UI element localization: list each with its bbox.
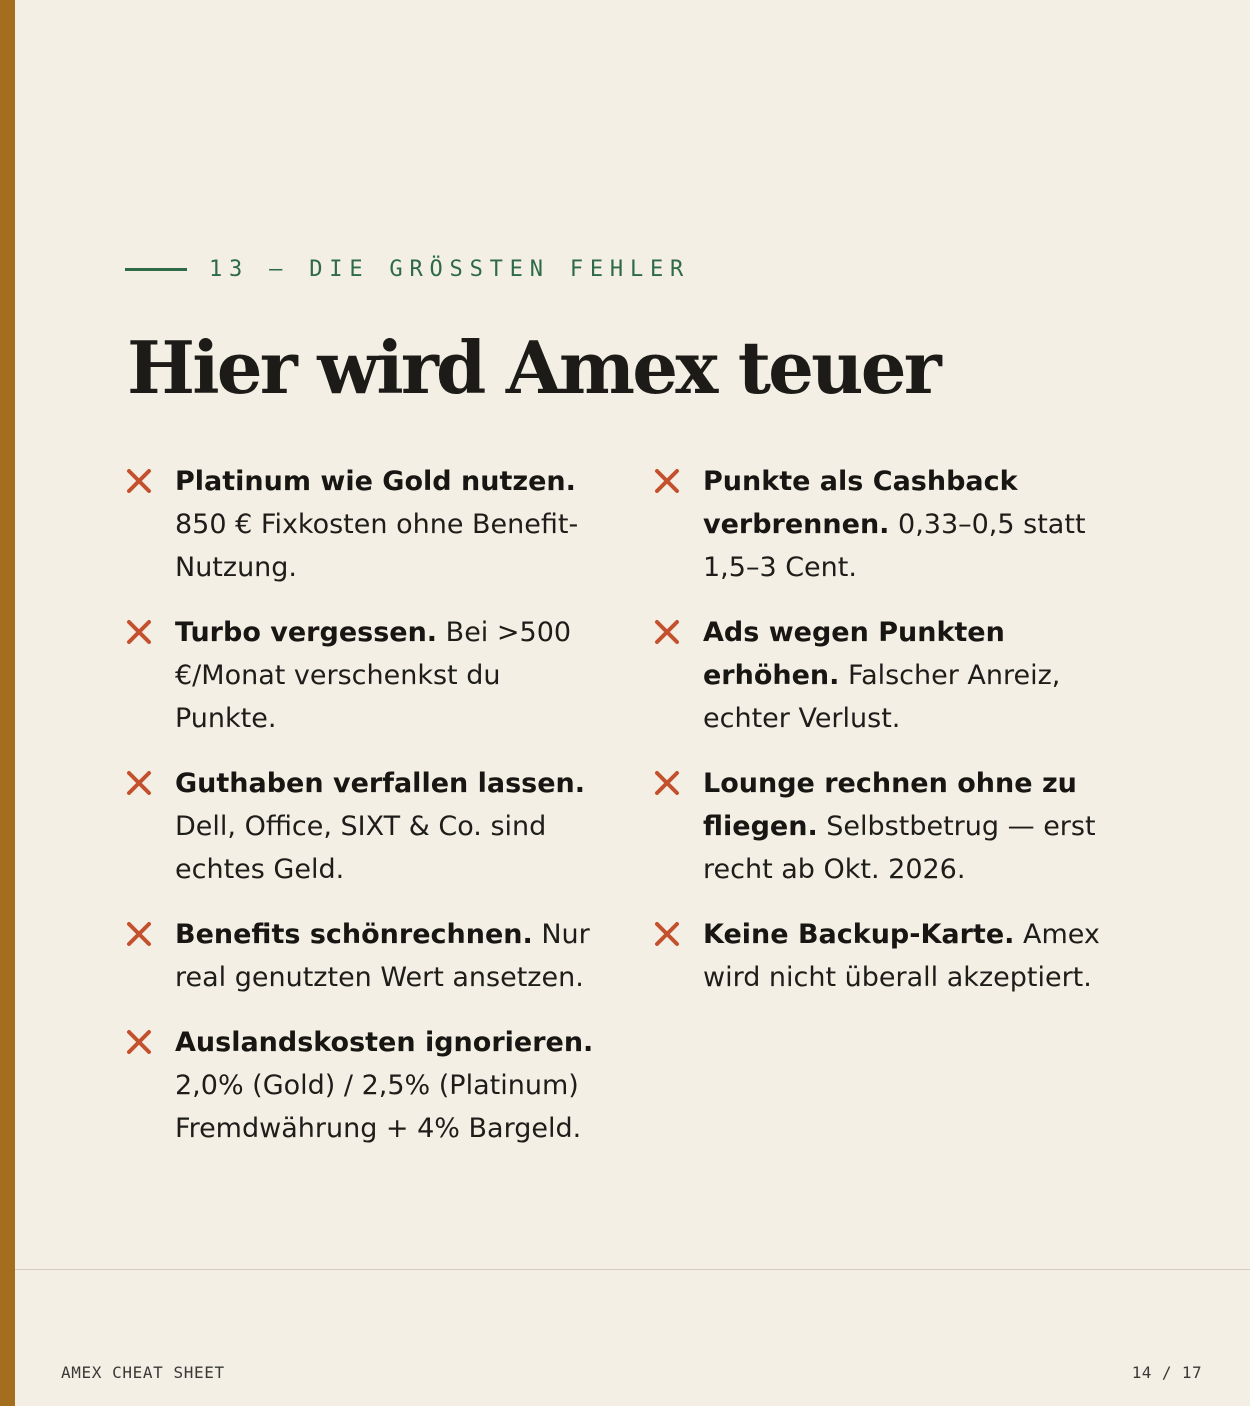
mistake-title: Keine Backup-Karte.	[703, 919, 1015, 950]
mistake-item	[653, 460, 1123, 589]
mistake-description: Selbstbetrug — erst recht ab Okt. 2026.	[703, 811, 1096, 885]
mistake-item	[653, 762, 1123, 891]
x-icon	[125, 1028, 153, 1056]
mistake-title: Turbo vergessen.	[175, 617, 438, 648]
mistake-item	[125, 460, 595, 589]
x-icon	[653, 920, 681, 948]
mistake-description: 850 € Fixkosten ohne Benefit-Nutzung.	[175, 509, 579, 583]
section-number: 13	[209, 256, 250, 282]
mistake-title: Benefits schönrechnen.	[175, 919, 533, 950]
section-title: DIE GRÖSSTEN FEHLER	[309, 256, 691, 282]
footer-divider	[15, 1269, 1250, 1270]
mistake-item	[653, 611, 1123, 740]
mistake-description: Bei >500 €/Monat verschenkst du Punkte.	[175, 617, 572, 734]
section-label	[209, 257, 690, 282]
right-mistake-column	[653, 460, 1123, 999]
section-separator: —	[269, 256, 290, 282]
mistake-description: Dell, Office, SIXT & Co. sind echtes Geld.	[175, 811, 547, 885]
eyebrow-rule	[125, 268, 187, 271]
mistake-title: Auslandskosten ignorieren.	[175, 1027, 594, 1058]
x-icon	[653, 769, 681, 797]
mistake-description: 0,33–0,5 statt 1,5–3 Cent.	[703, 509, 1086, 583]
mistake-description: Falscher Anreiz, echter Verlust.	[703, 660, 1061, 734]
mistake-title: Ads wegen Punkten erhöhen.	[703, 617, 1005, 691]
footer-brand: AMEX CHEAT SHEET	[61, 1363, 225, 1382]
mistake-item	[125, 611, 595, 740]
mistake-title: Lounge rechnen ohne zu fliegen.	[703, 768, 1077, 842]
page-number: 14 / 17	[1131, 1363, 1202, 1382]
mistake-description: Nur real genutzten Wert ansetzen.	[175, 919, 590, 993]
mistake-description: 2,0% (Gold) / 2,5% (Platinum) Fremdwährung + 4% Bargeld.	[175, 1070, 582, 1144]
section-eyebrow	[125, 254, 690, 284]
page-title: Hier wird Amex teuer	[127, 325, 939, 410]
mistake-item	[125, 762, 595, 891]
mistake-item	[653, 913, 1123, 999]
mistake-title: Guthaben verfallen lassen.	[175, 768, 586, 799]
mistake-item	[125, 913, 595, 999]
mistake-title: Punkte als Cashback verbrennen.	[703, 466, 1018, 540]
x-icon	[653, 467, 681, 495]
x-icon	[125, 618, 153, 646]
x-icon	[125, 769, 153, 797]
x-icon	[125, 467, 153, 495]
x-icon	[125, 920, 153, 948]
mistake-item	[125, 1021, 595, 1150]
mistake-description: Amex wird nicht überall akzeptiert.	[703, 919, 1100, 993]
left-mistake-column	[125, 460, 595, 1150]
mistake-title: Platinum wie Gold nutzen.	[175, 466, 576, 497]
accent-bar	[0, 0, 15, 1406]
x-icon	[653, 618, 681, 646]
